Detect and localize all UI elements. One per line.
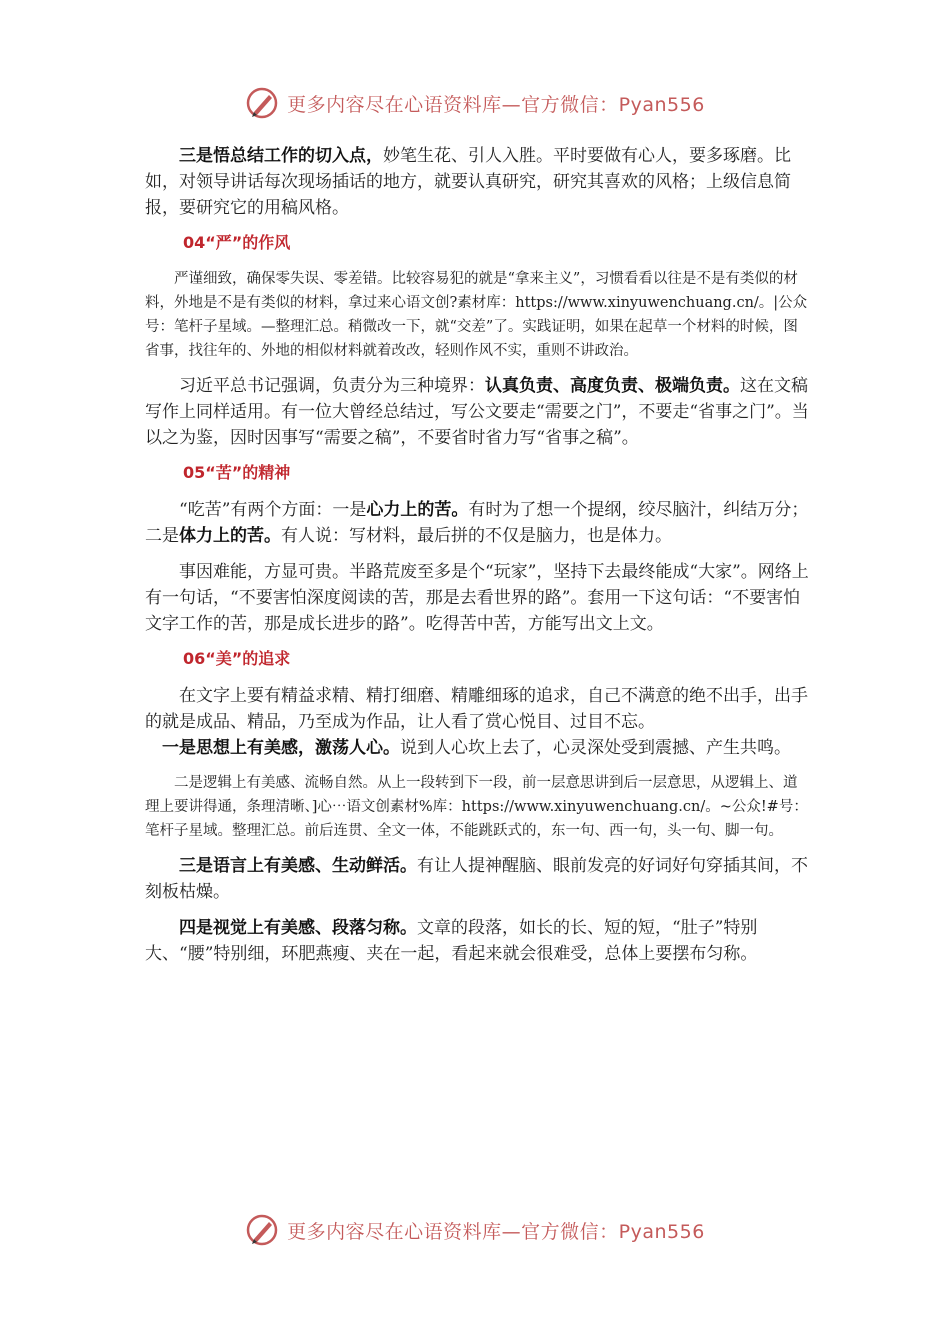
paragraph [145, 497, 810, 549]
banner-text: 更多内容尽在心语资料库—官方微信：Pyan556 [287, 93, 705, 116]
bold-phrase: 体力上的苦。 [179, 526, 281, 546]
paragraph-text: 有让人提神醒脑、眼前发亮的好词好句穿插其间，不刻板枯燥。 [145, 856, 808, 902]
paragraph-text: 习近平总书记强调，负责分为三种境界： [179, 376, 485, 396]
bold-phrase: 四是视觉上有美感、段落匀称。 [179, 918, 417, 938]
bold-phrase: 认真负责、高度负责、极端负责。 [485, 376, 740, 396]
bold-phrase: 心力上的苦。 [366, 500, 469, 520]
paragraph [145, 683, 810, 735]
paragraph [145, 853, 810, 905]
document-body [145, 143, 810, 977]
banner-text: 更多内容尽在心语资料库—官方微信：Pyan556 [287, 1220, 705, 1243]
paragraph-text: 文章的段落，如长的长、短的短，“肚子”特别大、“腰”特别细，环肥燕瘦、夹在一起，看起来就会很难受，总体上要摆布匀称。 [145, 918, 758, 964]
paragraph [145, 915, 810, 967]
header-banner [0, 80, 950, 126]
section-heading-04: 04“严”的作风 [183, 233, 291, 252]
paragraph-text: 在文字上要有精益求精、精打细磨、精雕细琢的追求，自己不满意的绝不出手，出手的就是成品、精品，乃至成为作品，让人看了赏心悦目、过目不忘。 [145, 686, 808, 732]
footer-banner [0, 1207, 950, 1253]
paragraph [145, 735, 810, 761]
paragraph [145, 143, 810, 221]
pen-circle-logo-icon [245, 86, 279, 120]
paragraph-text: 有人说：写材料，最后拼的不仅是脑力，也是体力。 [281, 526, 672, 546]
paragraph-text: “吃苦”有两个方面：一是 [179, 500, 367, 520]
section-heading-05: 05“苦”的精神 [183, 463, 291, 482]
paragraph: 二是逻辑上有美感、流畅自然。从上一段转到下一段，前一层意思讲到后一层意思，从逻辑上、道理上要讲得通，条理清晰、]心⋯语文创素材%库：https://www.xinyuwenchuang.cn/。~公众!#号：笔杆子星域。整理汇总。前后连贯、全文一体，不能跳跃式的，东一句、西一句，头一句、脚一句。 [145, 775, 808, 839]
paragraph-text: 有时为了想一个提纲，绞尽脑汁，纠结万分；二是 [145, 500, 809, 546]
paragraph-text: 这在文稿写作上同样适用。有一位大曾经总结过，写公文要走“需要之门”，不要走“省事之门”。当以之为鉴，因时因事写“需要之稿”，不要省时省力写“省事之稿”。 [145, 376, 809, 448]
bold-phrase: 三是悟总结工作的切入点， [179, 146, 383, 166]
bold-phrase: 三是语言上有美感、生动鲜活。 [179, 856, 417, 876]
pen-circle-logo-icon [245, 1213, 279, 1247]
paragraph: 事因难能，方显可贵。半路荒废至多是个“玩家”，坚持下去最终能成“大家”。网络上有一句话，“不要害怕深度阅读的苦，那是去看世界的路”。套用一下这句话：“不要害怕文字工作的苦，那是成长进步的路”。吃得苦中苦，方能写出文上文。 [145, 562, 809, 634]
section-heading-06: 06“美”的追求 [183, 649, 291, 668]
paragraph-text: 说到人心坎上去了，心灵深处受到震撼、产生共鸣。 [400, 738, 791, 758]
paragraph [145, 373, 810, 451]
paragraph: 严谨细致，确保零失误、零差错。比较容易犯的就是“拿来主义”，习惯看看以往是不是有类似的材料，外地是不是有类似的材料，拿过来心语文创?素材库：https://www.xinyuwenchuang.cn/。|公众号：笔杆子星域。—整理汇总。稍微改一下，就“交差”了。实践证明，如果在起草一个材料的时候，图省事，找往年的、外地的相似材料就着改改，轻则作风不实，重则不讲政治。 [145, 271, 808, 359]
bold-phrase: 一是思想上有美感，激荡人心。 [162, 738, 400, 758]
paragraph-text: 妙笔生花、引人入胜。平时要做有心人，要多琢磨。比如，对领导讲话每次现场插话的地方，就要认真研究，研究其喜欢的风格；上级信息简报，要研究它的用稿风格。 [145, 146, 791, 218]
